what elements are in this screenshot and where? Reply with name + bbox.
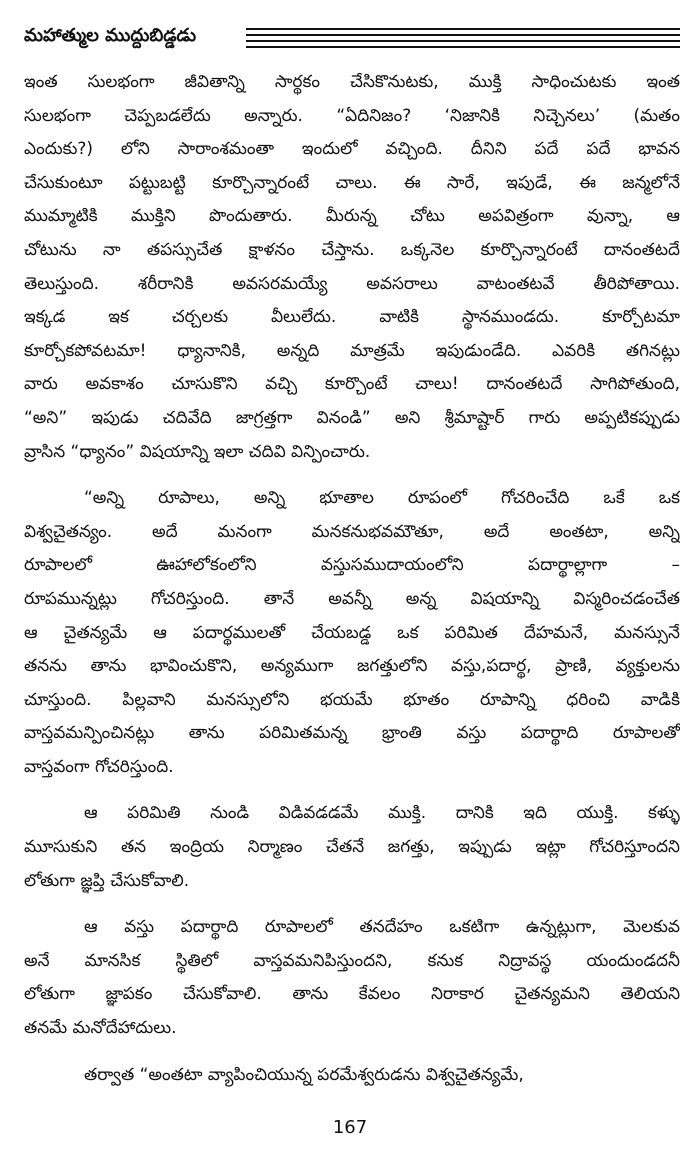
text-line: మూసుకుని తన ఇంద్రియ నిర్మాణం చేతనే జగత్తు, ఇప్పుడు ఇట్లా గోచరిస్తూందని [24,837,680,858]
text-line: వారు అవకాశం చూసుకొని వచ్చి కూర్చొంటే చాలు! దానంతటదే సాగిపోతుంది, [24,374,680,395]
paragraph [24,66,680,469]
text-line: తర్వాత “అంతటా వ్యాపించియున్న పరమేశ్వరుడను విశ్వచైతన్యమే, [84,1064,524,1085]
text-line: సులభంగా చెప్పబడలేదు అన్నారు. “ఏదినిజం? ‘నిజానికి నిచ్చెనలు’ (మతం [24,105,680,126]
text-line: రూపాలలో ఊహాలోకంలోని వస్తుసముదాయంలోని పదార్థాల్లాగా – [24,555,680,576]
text-line: ముమ్మాటికి ముక్తిని పొందుతారు. మీరున్న చోటు అపవిత్రంగా వున్నా, ఆ [24,206,680,227]
paragraph-gap [24,898,680,911]
running-title: మహాత్ముల ముద్దుబిడ్డడు [24,25,197,46]
page-number: 167 [332,1117,368,1138]
text-line: చోటును నా తపస్సుచేత క్షాళనం చేస్తాను. ఒక్కనెల కూర్చొన్నారంటే దానంతటదే [24,239,680,260]
text-line: రూపమున్నట్లు గోచరిస్తుంది. తానే అవన్నీ అన్న విషయాన్ని విస్మరించడంచేత [24,588,680,609]
paragraph [24,482,680,784]
paragraph [24,911,680,1045]
text-line: లోతుగా జ్ఞప్తి చేసుకోవాలి. [24,870,190,891]
text-line: ఎందుకు?) లోని సారాంశమంతా ఇందులో వచ్చింది. దీనిని పదే పదే భావన [24,139,680,160]
text-line: విశ్వచైతన్యం. అదే మనంగా మనకనుభవమౌతూ, అదే అంతటా, అన్ని [24,521,680,542]
text-line: “అని” ఇపుడు చదివేది జాగ్రత్తగా వినండి” అని శ్రీమాష్టార్ గారు అప్పటికప్పుడు [24,407,680,428]
text-line: చూస్తుంది. పిల్లవాని మనస్సులోని భయమే భూతం రూపాన్ని ధరించి వాడికి [24,689,680,710]
text-line: తనమే మనోదేహాదులు. [24,1018,177,1039]
header-rule [246,40,680,42]
text-line: తనను తాను భావించుకొని, అన్యముగా జగత్తులోని వస్తు,పదార్థ, ప్రాణి, వ్యక్తులను [24,656,680,677]
paragraph-gap [24,469,680,482]
text-line: ఇంత సులభంగా జీవితాన్ని సార్థకం చేసికొనుటకు, ముక్తి సాధించుటకు ఇంత [24,72,680,92]
text-line: ఇక్కడ ఇక చర్చలకు వీలులేదు. వాటికి స్థానముండదు. కూర్చోటమా [24,307,680,328]
header-rule [246,46,680,48]
paragraph [24,797,680,898]
text-line: ఆ చైతన్యమే ఆ పదార్థములతో చేయబడ్డ ఒక పరిమిత దేహమనే, మనస్సునే [24,622,680,643]
text-line: చేసుకుంటూ పట్టుబట్టి కూర్చొన్నారంటే చాలు. ఈ సారే, ఇపుడే, ఈ జన్మలోనే [24,172,680,193]
text-line: వాస్తవమన్పించినట్లు తాను పరిమితమన్న భ్రాంతి వస్తు పదార్థాది రూపాలతో [24,723,680,744]
header-rule [246,34,680,36]
text-line: ఆ పరిమితి నుండి విడివడడమే ముక్తి. దానికి ఇది యుక్తి. కళ్ళు [84,803,680,824]
text-line: కూర్చోకపోవటమా! ధ్యానానికి, అన్నది మాత్రమే ఇపుడుండేది. ఎవరికి తగినట్లు [24,340,680,361]
body-text [24,66,680,1092]
text-line: వాస్తవంగా గోచరిస్తుంది. [24,756,174,777]
text-line: లోతుగా జ్ఞాపకం చేసుకోవాలి. తాను కేవలం నిరాకార చైతన్యమని తెలియని [24,984,680,1005]
paragraph [24,1059,680,1093]
text-line: తెలుస్తుంది. శరీరానికి అవసరమయ్యే అవసరాలు వాటంతటవే తీరిపోతాయి. [24,273,680,294]
text-line: ఆ వస్తు పదార్థాది రూపాలలో తనదేహం ఒకటిగా ఉన్నట్లుగా, మెలకువ [84,917,680,938]
text-line: అనే మానసిక స్థితిలో వాస్తవమనిపిస్తుందని, కనుక నిద్రావస్థ యందుండదనీ [24,950,680,971]
text-line: “అన్ని రూపాలు, అన్ని భూతాల రూపంలో గోచరించేది ఒకే ఒక [84,488,680,509]
paragraph-gap [24,1046,680,1059]
text-line: వ్రాసిన “ధ్యానం” విషయాన్ని ఇలా చదివి విన్పించారు. [24,441,371,462]
header-rule [246,28,680,30]
header-rules [246,28,680,52]
page-header [24,20,680,60]
paragraph-gap [24,784,680,797]
